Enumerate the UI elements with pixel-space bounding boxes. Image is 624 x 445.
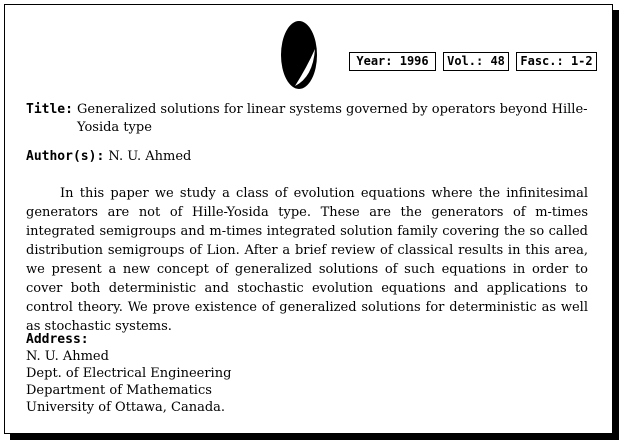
year-box: Year: 1996 (349, 52, 436, 71)
address-line: Dept. of Electrical Engineering (26, 366, 232, 381)
title-row (26, 101, 596, 137)
abstract-text: In this paper we study a class of evolution equations where the infinitesimal generators are not of Hille-Yosida type. These are the generators of m-times integrated semigroups and m-times integrated solution family covering the so called distribution semigroups of Lion. After a brief review of classical results in this area, we present a new concept of generalized solutions of such equations in order to cover both deterministic and stochastic evolution equations and applications to control theory. We prove existence of generalized solutions for deterministic as well as stochastic systems. (26, 186, 588, 334)
author-names: N. U. Ahmed (108, 149, 192, 164)
journal-logo-icon (279, 19, 321, 91)
address-block (26, 331, 231, 416)
title-label: Title: (26, 102, 73, 117)
author-label: Author(s): (26, 149, 105, 164)
address-line: N. U. Ahmed (26, 349, 109, 364)
author-row (26, 148, 596, 166)
card-shadow-bottom (10, 434, 619, 440)
card-shadow-right (613, 10, 619, 440)
address-line: Department of Mathematics (26, 383, 212, 398)
fascicle-box: Fasc.: 1-2 (516, 52, 597, 71)
address-label: Address: (26, 332, 89, 347)
address-line: University of Ottawa, Canada. (26, 400, 226, 415)
volume-box: Vol.: 48 (443, 52, 509, 71)
paper-title: Generalized solutions for linear systems governed by operators beyond Hille-Yosida type (77, 102, 588, 135)
